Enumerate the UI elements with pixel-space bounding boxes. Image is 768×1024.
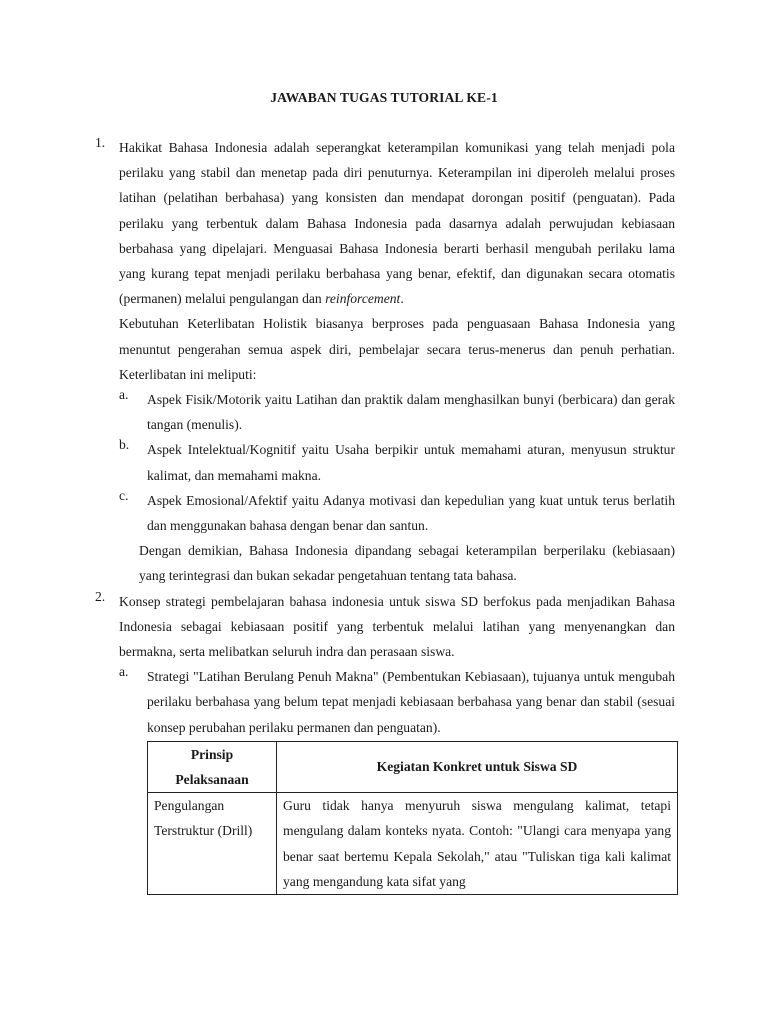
- header-principle-line-2: Pelaksanaan: [175, 772, 249, 788]
- list-item-letter: a.: [119, 664, 129, 680]
- cell-text: Guru tidak hanya menyuruh siswa mengulang kalimat, tetapi mengulang dalam konteks nyata. Contoh: "Ulangi cara menyapa yang benar saat bertemu Kepala Sekolah," atau "Tuliskan tiga kali kalimat yang mengandung kata sifat yang: [283, 798, 671, 889]
- period: .: [400, 291, 404, 307]
- list-item-letter: a.: [119, 387, 129, 403]
- answer-2-number: 2.: [95, 588, 106, 604]
- list-item-text: Aspek Fisik/Motorik yaitu Latihan dan praktik dalam menghasilkan bunyi (berbicara) dan gerak tangan (menulis).: [147, 392, 675, 433]
- list-item-letter: c.: [119, 487, 129, 503]
- answer-1-body: [119, 135, 675, 589]
- cell-text: Pengulangan Terstruktur (Drill): [154, 798, 253, 839]
- list-item: [119, 437, 675, 487]
- list-item-text: Aspek Intelektual/Kognitif yaitu Usaha berpikir untuk memahami aturan, menyusun struktur kalimat, dan memahami makna.: [147, 442, 675, 483]
- header-principle-line-1: Prinsip: [190, 746, 234, 762]
- answer-1: [95, 135, 675, 589]
- table-cell-principle: [148, 793, 277, 895]
- list-item-text: Aspek Emosional/Afektif yaitu Adanya motivasi dan kepedulian yang kuat untuk terus berlatih dan menggunakan bahasa dengan benar dan santun.: [147, 492, 675, 534]
- answer-1-summary: Dengan demikian, Bahasa Indonesia dipandang sebagai keterampilan berperilaku (kebiasaan) yang terintegrasi dan bukan sekadar pengetahuan tentang tata bahasa.: [139, 543, 675, 584]
- list-item-letter: b.: [119, 437, 130, 453]
- table-header-principle: [148, 741, 277, 792]
- table-row: [148, 793, 678, 895]
- answer-2: [95, 589, 675, 895]
- table-header-row: [148, 741, 678, 792]
- document-content: [95, 135, 675, 895]
- answer-1-paragraph-1: [119, 135, 675, 311]
- table-cell-activity: [277, 793, 678, 895]
- answer-1-paragraph-1-text: Hakikat Bahasa Indonesia adalah seperangkat keterampilan komunikasi yang telah menjadi pola perilaku yang stabil dan menetap pada diri penuturnya. Keterampilan ini diperoleh melalui proses latihan (pelatihan berbahasa) yang konsisten dan mendapat dorongan positif (penguatan). Pada perilaku yang terbentuk dalam Bahasa Indonesia pada dasarnya adalah perwujudan kebiasaan berbahasa yang dipelajari. Menguasai Bahasa Indonesia berarti berhasil mengubah perilaku lama yang kurang tepat menjadi perilaku berbahasa yang benar, efektif, dan digunakan secara otomatis (permanen) melalui pengulangan dan: [119, 140, 675, 307]
- document-title: JAWABAN TUGAS TUTORIAL KE-1: [270, 90, 498, 105]
- italic-term: reinforcement: [325, 291, 401, 307]
- list-item-text: Strategi "Latihan Berulang Penuh Makna" (Pembentukan Kebiasaan), tujuanya untuk mengubah perilaku berbahasa yang belum tepat menjadi kebiasaan berbahasa yang benar dan stabil (sesuai konsep perubahan perilaku permanen dan penguatan).: [147, 669, 675, 735]
- table-header-activity: Kegiatan Konkret untuk Siswa SD: [277, 741, 678, 792]
- list-item: [119, 664, 675, 740]
- answer-1-paragraph-2: Kebutuhan Keterlibatan Holistik biasanya berproses pada penguasaan Bahasa Indonesia yang menuntut pengerahan semua aspek diri, pembelajar secara terus-menerus dan penuh perhatian. Keterlibatan ini meliputi:: [119, 316, 675, 382]
- list-item: [119, 387, 675, 437]
- answer-2-body: [119, 589, 675, 895]
- list-item: [119, 488, 675, 538]
- answer-2-paragraph-1: Konsep strategi pembelajaran bahasa indonesia untuk siswa SD berfokus pada menjadikan Bahasa Indonesia sebagai kebiasaan positif yang terbentuk melalui latihan yang menyenangkan dan bermakna, serta melibatkan seluruh indra dan perasaan siswa.: [119, 593, 675, 660]
- answer-1-number: 1.: [95, 135, 106, 150]
- strategy-table: [147, 741, 678, 895]
